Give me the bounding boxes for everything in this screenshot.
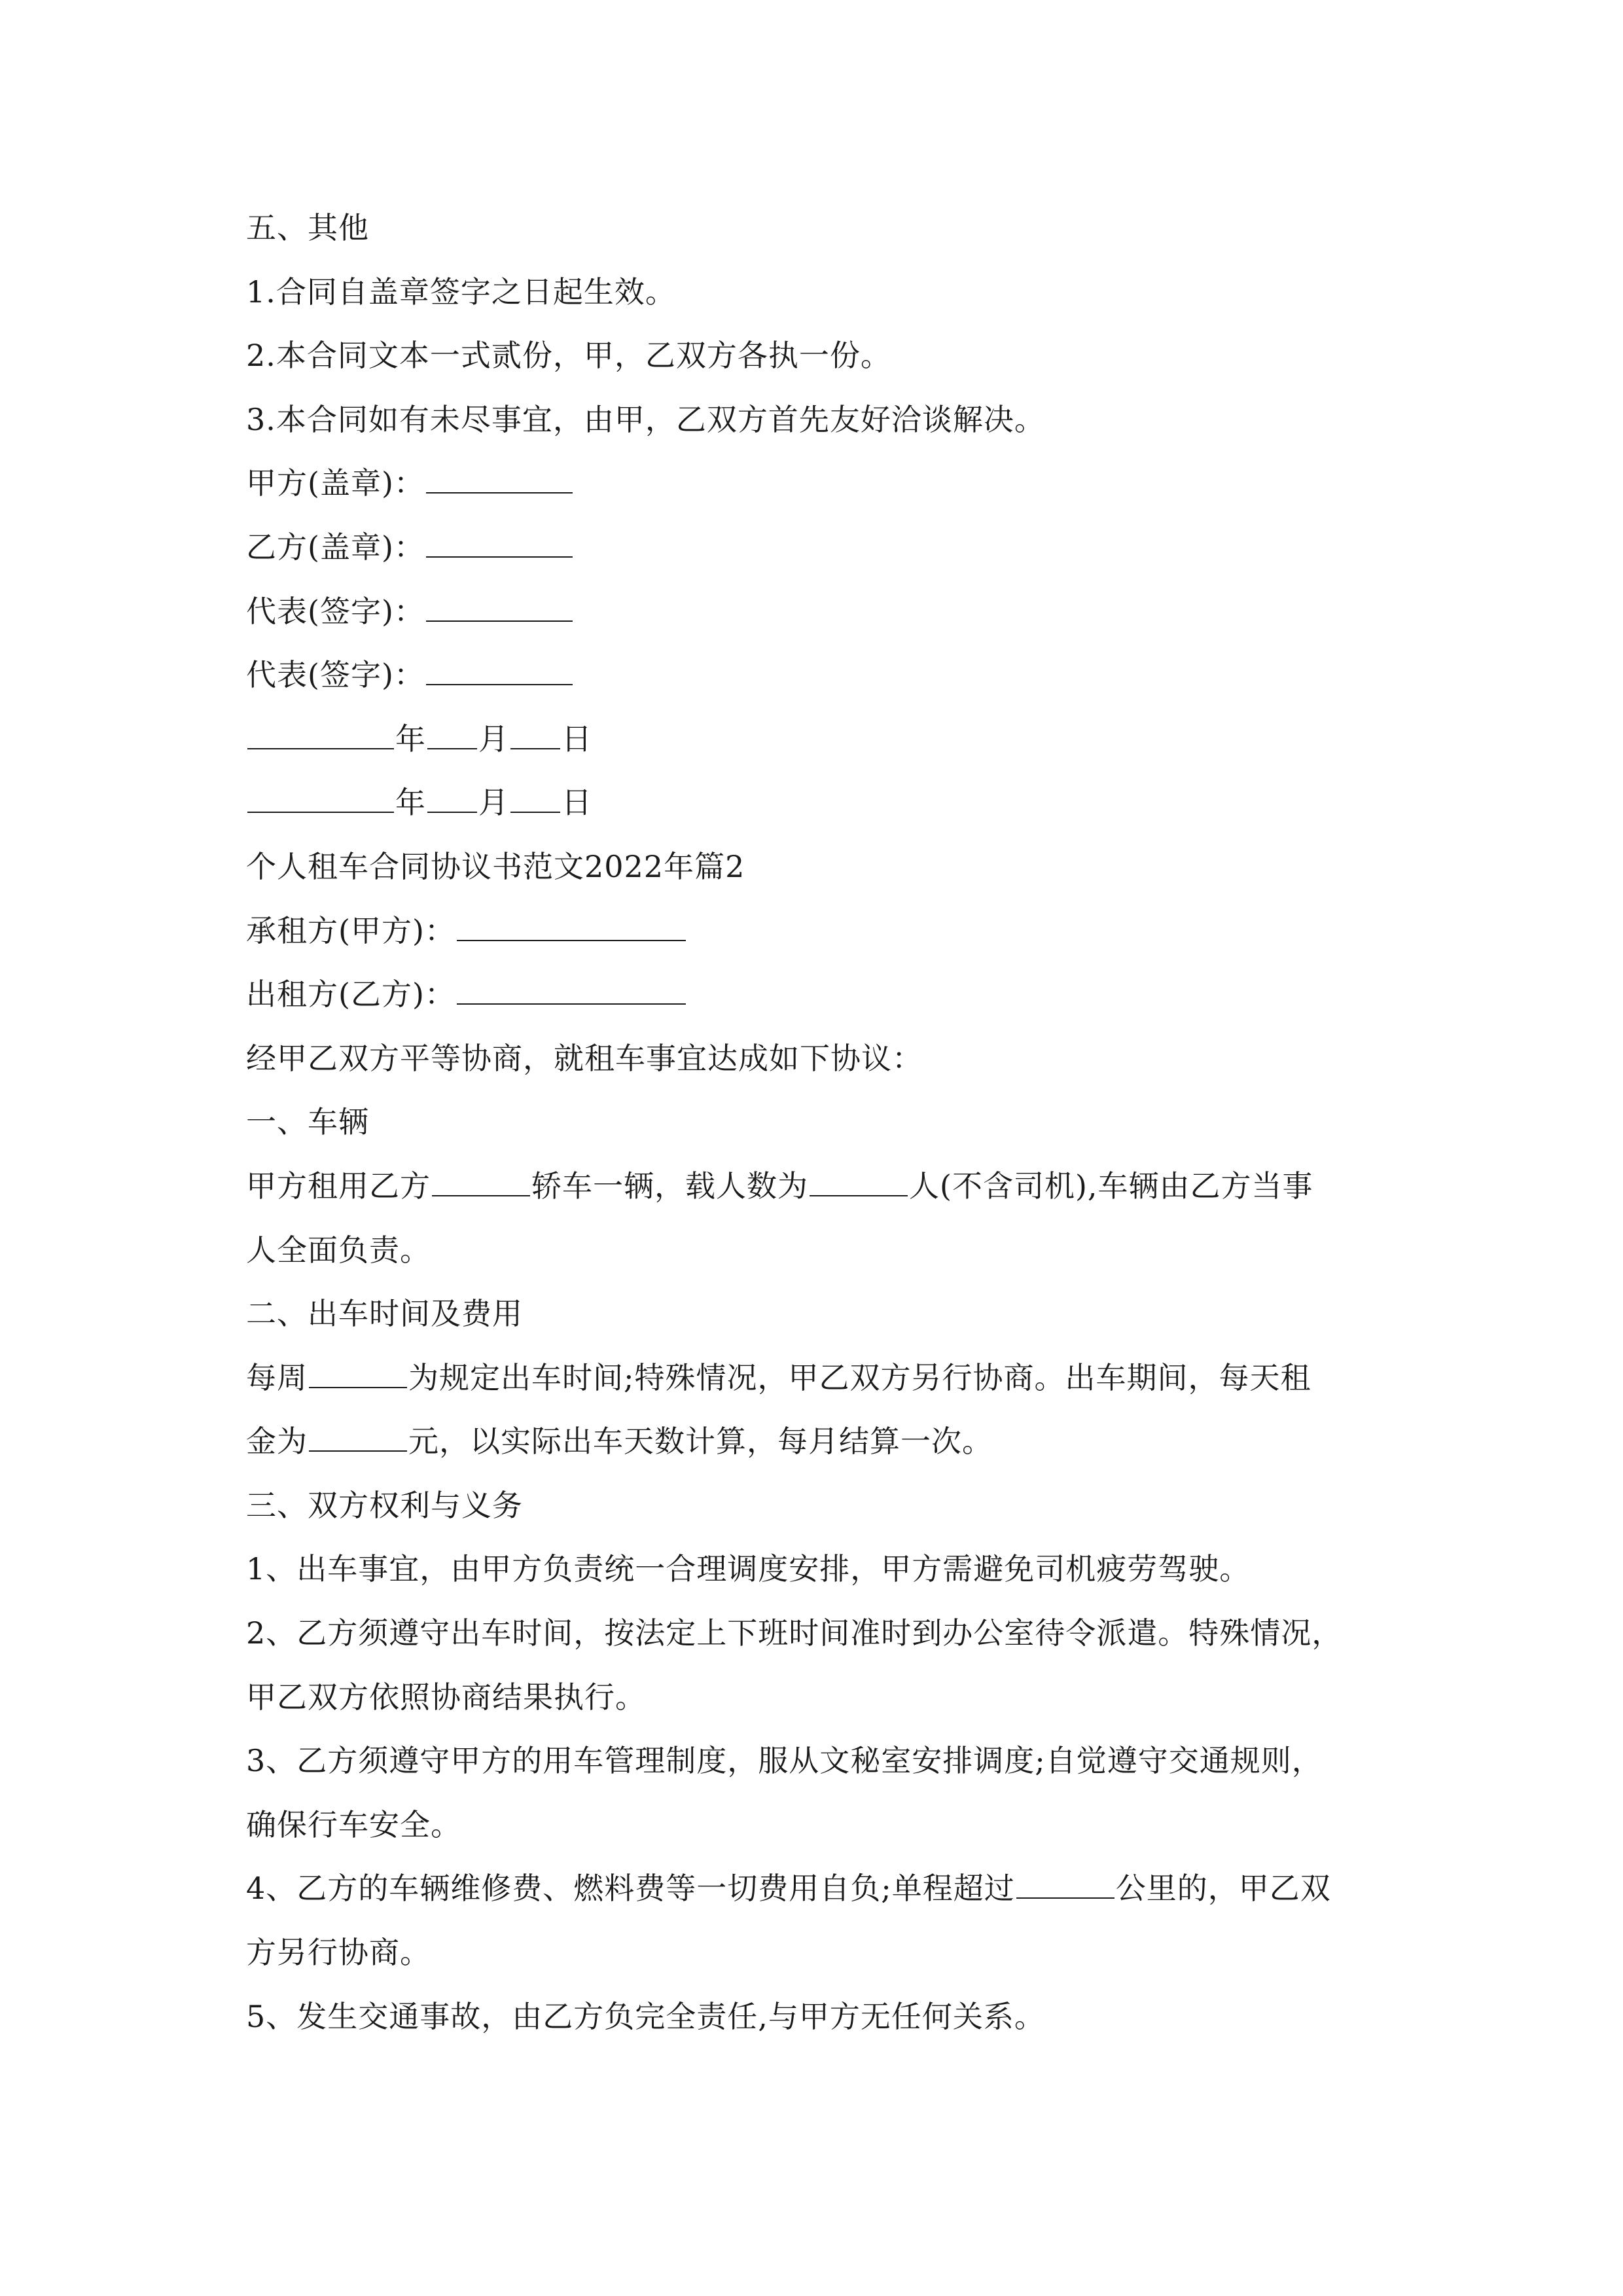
signature-party-b-blank (426, 528, 573, 558)
date-year-label: 年 (395, 785, 426, 821)
time-paragraph-line-2 (246, 1410, 1398, 1474)
duty-4-text-a: 4、乙方的车辆维修费、燃料费等一切费用自负;单程超过 (246, 1871, 1015, 1907)
time-text-b: 为规定出车时间;特殊情况，甲乙双方另行协商。出车期间，每天租 (408, 1359, 1311, 1395)
date-day-label: 日 (562, 785, 592, 821)
distance-blank (1016, 1869, 1115, 1899)
date-month-blank (427, 719, 477, 749)
date-year-label: 年 (395, 721, 426, 757)
time-text-d: 元，以实际出车天数计算，每月结算一次。 (408, 1424, 993, 1460)
date-line-2 (246, 771, 1398, 835)
date-line-1 (246, 708, 1398, 772)
intro-paragraph: 经甲乙双方平等协商，就租车事宜达成如下协议： (246, 1040, 923, 1076)
clause-3: 3.本合同如有未尽事宜，由甲，乙双方首先友好洽谈解决。 (246, 401, 1045, 437)
clause-2: 2.本合同文本一式贰份，甲，乙双方各执一份。 (246, 338, 891, 374)
date-day-label: 日 (562, 721, 592, 757)
duty-2-line-2: 甲乙双方依照协商结果执行。 (246, 1679, 646, 1715)
duty-4-text-b: 公里的，甲乙双 (1115, 1871, 1331, 1907)
date-month-label: 月 (478, 721, 509, 757)
duty-2-line-1: 2、乙方须遵守出车时间，按法定上下班时间准时到办公室待令派遣。特殊情况， (246, 1615, 1343, 1651)
signature-rep-b-blank (426, 655, 573, 685)
signature-rep-b (246, 643, 1398, 708)
lessee-line (246, 899, 1398, 963)
vehicle-text-a: 甲方租用乙方 (246, 1168, 431, 1204)
time-paragraph-line-1 (246, 1346, 1398, 1410)
date-month-label: 月 (478, 785, 509, 821)
signature-party-a (246, 452, 1398, 516)
weekday-blank (309, 1358, 407, 1388)
time-text-a: 每周 (246, 1359, 308, 1395)
signature-party-b (246, 516, 1398, 580)
section-three-heading: 三、双方权利与义务 (246, 1487, 523, 1523)
vehicle-text-c: 人(不含司机),车辆由乙方当事 (909, 1168, 1313, 1204)
duty-3-line-1: 3、乙方须遵守甲方的用车管理制度，服从文秘室安排调度;自觉遵守交通规则， (246, 1743, 1323, 1779)
section-one-heading: 一、车辆 (246, 1104, 369, 1140)
lessee-blank (457, 911, 686, 941)
passenger-count-blank (810, 1166, 908, 1196)
lessee-label: 承租方(甲方)： (246, 912, 455, 948)
signature-rep-b-label: 代表(签字)： (246, 657, 425, 693)
signature-rep-a (246, 580, 1398, 644)
section-two-heading: 二、出车时间及费用 (246, 1296, 523, 1332)
signature-party-a-blank (426, 463, 573, 493)
section-five-heading: 五、其他 (246, 210, 369, 245)
signature-rep-a-label: 代表(签字)： (246, 593, 425, 629)
document-body (246, 196, 1398, 2049)
date-year-blank (247, 783, 394, 813)
lessor-line (246, 963, 1398, 1027)
daily-rent-blank (309, 1422, 407, 1452)
duty-4-line-1 (246, 1857, 1398, 1921)
duty-3-line-2: 确保行车安全。 (246, 1806, 461, 1842)
duty-5: 5、发生交通事故，由乙方负完全责任,与甲方无任何关系。 (246, 1998, 1045, 2034)
duty-4-line-2: 方另行协商。 (246, 1935, 431, 1971)
duty-1: 1、出车事宜，由甲方负责统一合理调度安排，甲方需避免司机疲劳驾驶。 (246, 1551, 1251, 1587)
signature-party-b-label: 乙方(盖章)： (246, 529, 425, 565)
lessor-label: 出租方(乙方)： (246, 977, 455, 1013)
clause-1: 1.合同自盖章签字之日起生效。 (246, 274, 676, 310)
vehicle-paragraph-line-1 (246, 1155, 1398, 1219)
vehicle-paragraph-line-2: 人全面负责。 (246, 1232, 431, 1268)
vehicle-text-b: 轿车一辆，载人数为 (531, 1168, 808, 1204)
article-title: 个人租车合同协议书范文2022年篇2 (246, 848, 745, 884)
time-text-c: 金为 (246, 1424, 308, 1460)
signature-party-a-label: 甲方(盖章)： (246, 465, 425, 501)
date-day-blank (510, 783, 560, 813)
vehicle-model-blank (432, 1166, 530, 1196)
signature-rep-a-blank (426, 592, 573, 622)
date-day-blank (510, 719, 560, 749)
date-month-blank (427, 783, 477, 813)
date-year-blank (247, 719, 394, 749)
lessor-blank (457, 975, 686, 1005)
